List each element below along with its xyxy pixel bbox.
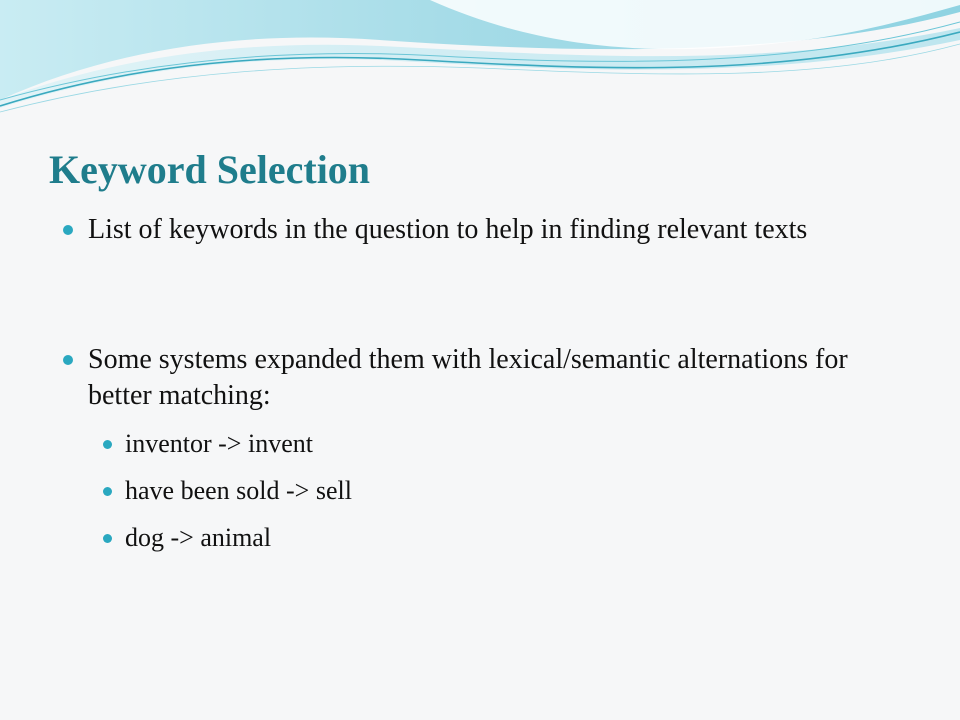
bullet-dot-icon [103, 534, 112, 543]
sub-bullet-item [125, 473, 825, 509]
bullet-dot-icon [103, 487, 112, 496]
bullet-dot-icon [63, 355, 73, 365]
sub-bullet-text: dog -> animal [125, 523, 272, 552]
bullet-dot-icon [63, 225, 73, 235]
sub-bullet-text: have been sold -> sell [125, 476, 352, 505]
wave-banner-graphic [0, 0, 960, 130]
bullet-dot-icon [103, 440, 112, 449]
slide-title: Keyword Selection [49, 147, 371, 192]
sub-bullet-item [125, 426, 825, 462]
bullet-item [88, 212, 868, 248]
bullet-text: List of keywords in the question to help in finding relevant texts [88, 214, 808, 245]
bullet-text: Some systems expanded them with lexical/semantic alternations for better matching: [88, 344, 848, 411]
bullet-item [88, 342, 868, 414]
sub-bullet-text: inventor -> invent [125, 429, 313, 458]
sub-bullet-item [125, 520, 825, 556]
